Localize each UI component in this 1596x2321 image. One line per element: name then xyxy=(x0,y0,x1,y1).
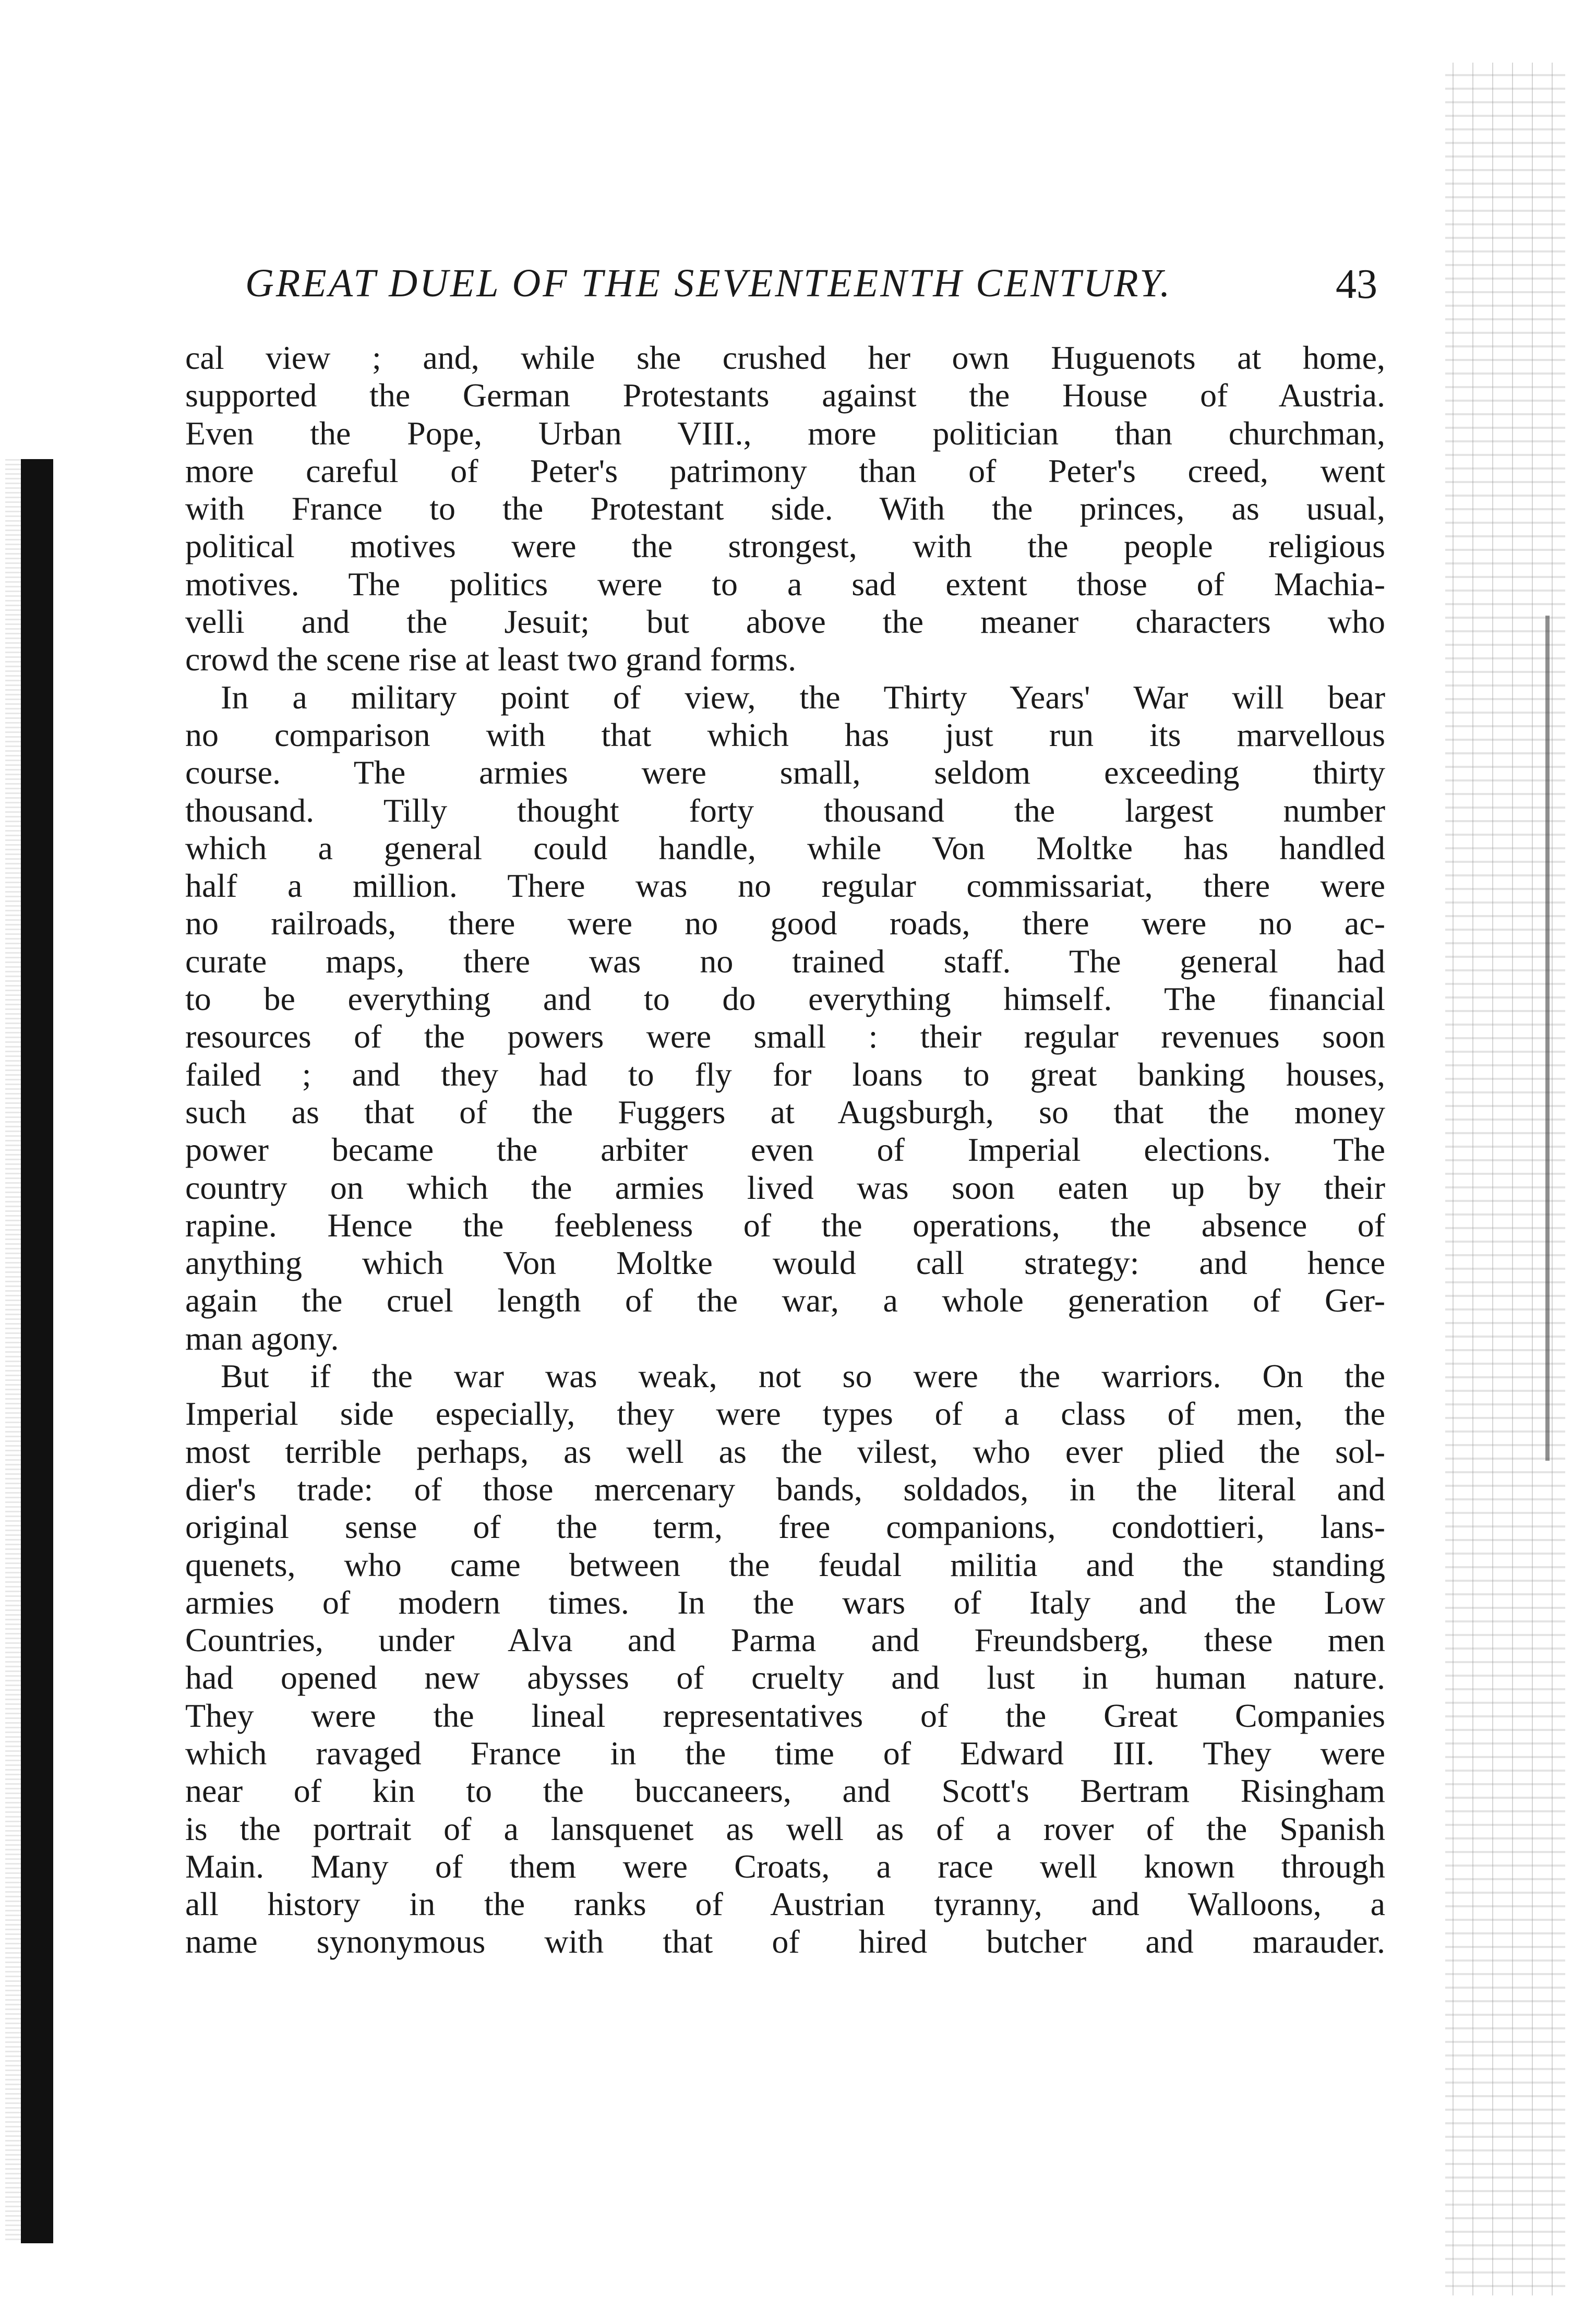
text-line: motives. The politics were to a sad extent those of Machia- xyxy=(185,565,1385,603)
text-line: velli and the Jesuit; but above the meaner characters who xyxy=(185,603,1385,641)
text-line: with France to the Protestant side. With the princes, as usual, xyxy=(185,490,1385,527)
text-line: Even the Pope, Urban VIII., more politician than churchman, xyxy=(185,414,1385,452)
paragraph-1 xyxy=(185,339,1385,679)
text-line: Main. Many of them were Croats, a race well known through xyxy=(185,1847,1385,1885)
scan-edge-noise-left xyxy=(5,459,23,2243)
text-line: Imperial side especially, they were types of a class of men, the xyxy=(185,1395,1385,1433)
text-line: curate maps, there was no trained staff. The general had xyxy=(185,942,1385,980)
text-line: is the portrait of a lansquenet as well as of a rover of the Spanish xyxy=(185,1810,1385,1847)
text-line: Countries, under Alva and Parma and Freundsberg, these men xyxy=(185,1621,1385,1659)
scan-edge-rule xyxy=(1545,616,1550,1461)
text-line: no railroads, there were no good roads, there were no ac- xyxy=(185,905,1385,942)
text-line: name synonymous with that of hired butcher and marauder. xyxy=(185,1923,1385,1961)
text-line: They were the lineal representatives of the Great Companies xyxy=(185,1697,1385,1734)
text-line: rapine. Hence the feebleness of the operations, the absence of xyxy=(185,1206,1385,1244)
text-line: power became the arbiter even of Imperial elections. The xyxy=(185,1131,1385,1169)
text-line: anything which Von Moltke would call strategy: and hence xyxy=(185,1244,1385,1282)
text-line: course. The armies were small, seldom exceeding thirty xyxy=(185,754,1385,791)
page-number: 43 xyxy=(1336,261,1377,307)
running-header xyxy=(245,261,1377,318)
text-line: such as that of the Fuggers at Augsburgh, so that the money xyxy=(185,1093,1385,1131)
text-line: political motives were the strongest, with the people religious xyxy=(185,527,1385,565)
text-line: near of kin to the buccaneers, and Scott's Bertram Risingham xyxy=(185,1772,1385,1810)
running-title: GREAT DUEL OF THE SEVENTEENTH CENTURY. xyxy=(245,261,1172,305)
text-line: most terrible perhaps, as well as the vilest, who ever plied the sol- xyxy=(185,1433,1385,1470)
text-line: quenets, who came between the feudal militia and the standing xyxy=(185,1546,1385,1583)
paragraph-2 xyxy=(185,679,1385,1357)
body-text xyxy=(185,339,1385,1961)
text-line: But if the war was weak, not so were the warriors. On the xyxy=(221,1357,1385,1395)
text-line: crowd the scene rise at least two grand forms. xyxy=(185,641,797,678)
text-line: resources of the powers were small : their regular revenues soon xyxy=(185,1018,1385,1055)
text-line: armies of modern times. In the wars of Italy and the Low xyxy=(185,1583,1385,1621)
paragraph-3 xyxy=(185,1357,1385,1961)
text-line: In a military point of view, the Thirty Years' War will bear xyxy=(221,678,1385,716)
text-line: failed ; and they had to fly for loans to great banking houses, xyxy=(185,1055,1385,1093)
text-line: original sense of the term, free companions, condottieri, lans- xyxy=(185,1508,1385,1546)
text-line: dier's trade: of those mercenary bands, soldados, in the literal and xyxy=(185,1470,1385,1508)
text-line: more careful of Peter's patrimony than of Peter's creed, went xyxy=(185,452,1385,489)
text-line: which a general could handle, while Von Moltke has handled xyxy=(185,829,1385,867)
text-line: supported the German Protestants against the House of Austria. xyxy=(185,377,1385,414)
text-line: had opened new abysses of cruelty and lust in human nature. xyxy=(185,1659,1385,1697)
text-line: thousand. Tilly thought forty thousand the largest number xyxy=(185,791,1385,829)
text-line: no comparison with that which has just run its marvellous xyxy=(185,716,1385,753)
text-line: which ravaged France in the time of Edward III. They were xyxy=(185,1734,1385,1772)
binding-shadow xyxy=(21,459,53,2243)
text-line: man agony. xyxy=(185,1319,339,1357)
text-line: country on which the armies lived was soon eaten up by their xyxy=(185,1169,1385,1206)
text-line: all history in the ranks of Austrian tyranny, and Walloons, a xyxy=(185,1885,1385,1923)
text-line: cal view ; and, while she crushed her own Huguenots at home, xyxy=(185,339,1385,376)
text-line: to be everything and to do everything himself. The financial xyxy=(185,980,1385,1018)
text-line: half a million. There was no regular commissariat, there were xyxy=(185,867,1385,905)
text-line: again the cruel length of the war, a whole generation of Ger- xyxy=(185,1282,1385,1319)
